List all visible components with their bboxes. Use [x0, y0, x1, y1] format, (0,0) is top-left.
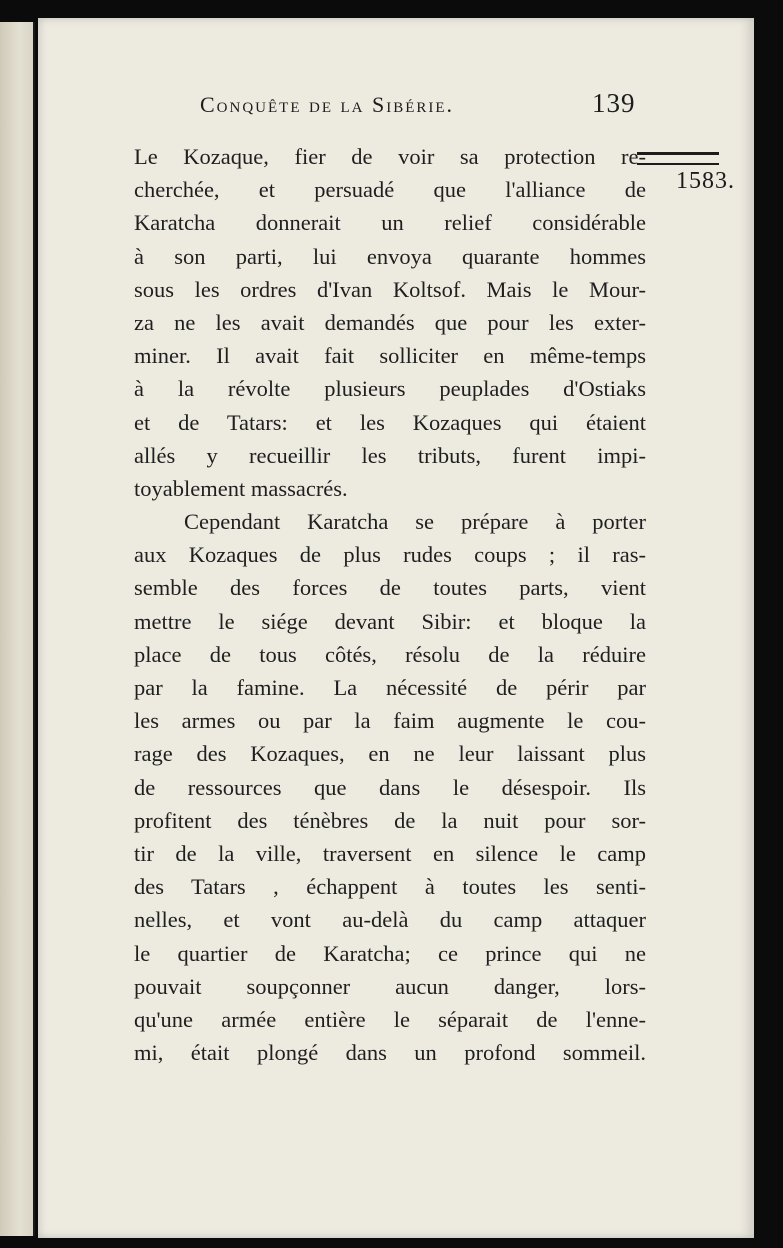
text-line: qu'une armée entière le séparait de l'enne-: [134, 1006, 646, 1032]
facing-page-edge: [0, 22, 35, 1236]
text-line: le quartier de Karatcha; ce prince qui ne: [134, 940, 646, 966]
running-title: Conquête de la Sibérie.: [200, 92, 455, 117]
text-line: cherchée, et persuadé que l'alliance de: [134, 177, 646, 203]
text-line: des Tatars , échappent à toutes les senti-: [134, 874, 646, 900]
margin-rule: [637, 152, 719, 165]
text-line: nelles, et vont au-delà du camp attaquer: [134, 907, 646, 933]
paragraph-start-line: Cependant Karatcha se prépare à porter: [184, 509, 646, 535]
text-line: Karatcha donnerait un relief considérable: [134, 210, 646, 236]
text-line: par la famine. La nécessité de périr par: [134, 675, 646, 700]
text-line: za ne les avait demandés que pour les exter-: [134, 309, 646, 335]
text-line: semble des forces de toutes parts, vient: [134, 575, 646, 601]
text-line: de ressources que dans le désespoir. Ils: [134, 774, 646, 800]
text-line: à la révolte plusieurs peuplades d'Ostiaks: [134, 376, 646, 402]
text-line: tir de la ville, traversent en silence le camp: [134, 840, 646, 866]
text-line: rage des Kozaques, en ne leur laissant plus: [134, 741, 646, 767]
text-line: Le Kozaque, fier de voir sa protection re-: [134, 144, 646, 169]
text-line: les armes ou par la faim augmente le cou-: [134, 708, 646, 734]
text-line: profitent des ténèbres de la nuit pour sor-: [134, 807, 646, 833]
text-line: et de Tatars: et les Kozaques qui étaient: [134, 409, 646, 435]
text-line: miner. Il avait fait solliciter en même-temps: [134, 343, 646, 369]
text-line: à son parti, lui envoya quarante hommes: [134, 243, 646, 269]
page-header: [200, 88, 640, 132]
margin-year: 1583.: [676, 168, 735, 194]
text-line: aux Kozaques de plus rudes coups ; il ras-: [134, 542, 646, 568]
text-line: place de tous côtés, résolu de la réduire: [134, 641, 646, 667]
text-line: pouvait soupçonner aucun danger, lors-: [134, 973, 646, 999]
text-line: mi, était plongé dans un profond sommeil.: [134, 1040, 646, 1066]
text-line: allés y recueillir les tributs, furent impi-: [134, 442, 646, 468]
text-line: mettre le siége devant Sibir: et bloque la: [134, 608, 646, 634]
body-text: [134, 140, 646, 1069]
text-line: sous les ordres d'Ivan Koltsof. Mais le Mour-: [134, 276, 646, 302]
page-number: 139: [592, 88, 636, 118]
paragraph-end-line: toyablement massacrés.: [134, 475, 348, 501]
